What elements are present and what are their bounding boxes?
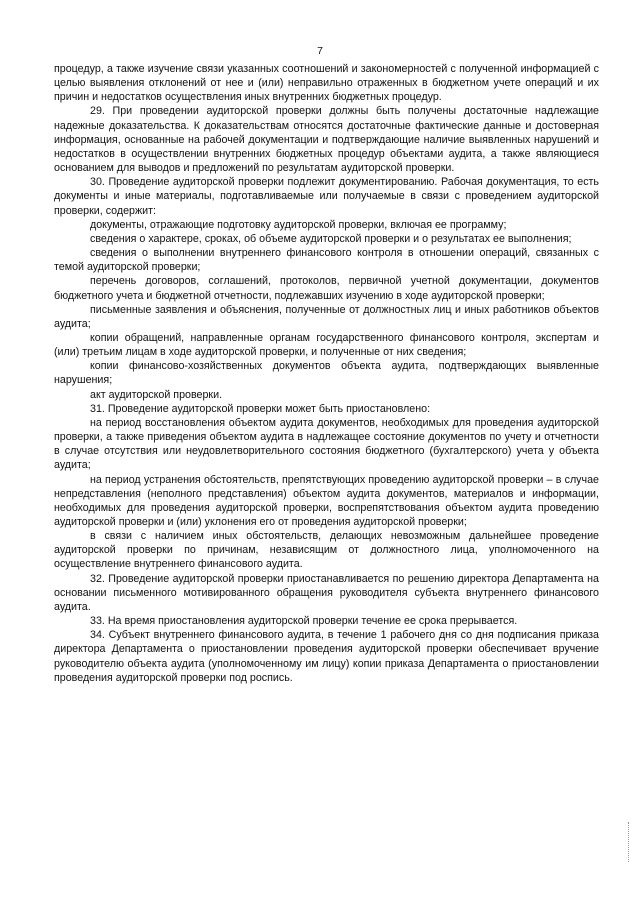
list-item-30-2: сведения о характере, сроках, об объеме аудиторской проверки и о результатах ее выполнения; [90, 232, 572, 245]
list-item-31-3: в связи с наличием иных обстоятельств, делающих невозможным дальнейшее проведение аудиторской проверки по причинам, независящим от должностного лица, уполномоченного на осуществление внутреннего финансового аудита. [54, 530, 599, 571]
list-item-30-1: документы, отражающие подготовку аудиторской проверки, включая ее программу; [90, 218, 507, 231]
paragraph-continuation: процедур, а также изучение связи указанных соотношений и закономерностей с полученной информацией с целью выявления отклонений от нее и (или) неправильно отраженных в бюджетном учете операций и их причин и недостатков осуществления иных внутренних бюджетных процедур. [54, 63, 599, 104]
paragraph-33: 33. На время приостановления аудиторской проверки течение ее срока прерывается. [90, 615, 518, 628]
list-item-31-1: на период восстановления объектом аудита документов, необходимых для проведения аудиторской проверки, а также приведения объектом аудита в надлежащее состояние документов по учету и отчетности в случае отсутствия или неудовлетворительного состояния бюджетного (бухгалтерского) учета у объекта аудита; [54, 416, 599, 472]
paragraph-32: 32. Проведение аудиторской проверки приостанавливается по решению директора Департамента на основании письменного мотивированного обращения руководителя субъекта внутреннего финансового аудита. [54, 572, 599, 613]
paragraph-29: 29. При проведении аудиторской проверки должны быть получены достаточные надлежащие надежные доказательства. К доказательствам относятся достаточные фактические данные и достоверная информация, основанные на рабочей документации и подтверждающие наличие выявленных нарушений и недостатков в осуществлении внутренних бюджетных процедур объектами аудита, а также являющиеся основанием для выводов и предложений по результатам аудиторской проверки. [54, 105, 599, 175]
list-item-30-3: сведения о выполнении внутреннего финансового контроля в отношении операций, связанных с темой аудиторской проверки; [54, 247, 599, 274]
list-item-30-8: акт аудиторской проверки. [90, 388, 223, 401]
document-body [54, 62, 599, 685]
list-item-31-2: на период устранения обстоятельств, препятствующих проведению аудиторской проверки – в случае непредставления (неполного представления) объектом аудита документов, материалов и информации, необходимых для проведения аудиторской проверки, воспрепятствования объектом аудита проведению аудиторской проверки и (или) уклонения его от проведения аудиторской проверки; [54, 473, 599, 528]
list-item-30-5: письменные заявления и объяснения, полученные от должностных лиц и иных работников объектов аудита; [54, 303, 599, 330]
scan-margin-mark [628, 822, 632, 862]
paragraph-31: 31. Проведение аудиторской проверки может быть приостановлено: [90, 402, 431, 415]
list-item-30-6: копии обращений, направленные органам государственного финансового контроля, экспертам и (или) третьим лицам в ходе аудиторской проверки, и полученные от них сведения; [54, 331, 599, 359]
paragraph-34: 34. Субъект внутреннего финансового аудита, в течение 1 рабочего дня со дня подписания приказа директора Департамента о приостановлении проведения аудиторской проверки обеспечивает вручение руководителю объекта аудита (уполномоченному им лицу) копии приказа Департамента о приостановлении проведения аудиторской проверки под роспись. [54, 629, 599, 684]
page-number: 7 [317, 45, 323, 57]
list-item-30-4: перечень договоров, соглашений, протоколов, первичной учетной документации, документов бюджетного учета и бюджетной отчетности, подлежавших изучению в ходе аудиторской проверки; [54, 275, 599, 302]
paragraph-30: 30. Проведение аудиторской проверки подлежит документированию. Рабочая документация, то есть документы и иные материалы, подготавливаемые или получаемые в связи с проведением аудиторской проверки, содержит: [54, 176, 599, 217]
list-item-30-7: копии финансово-хозяйственных документов объекта аудита, подтверждающих выявленные нарушения; [54, 360, 599, 387]
